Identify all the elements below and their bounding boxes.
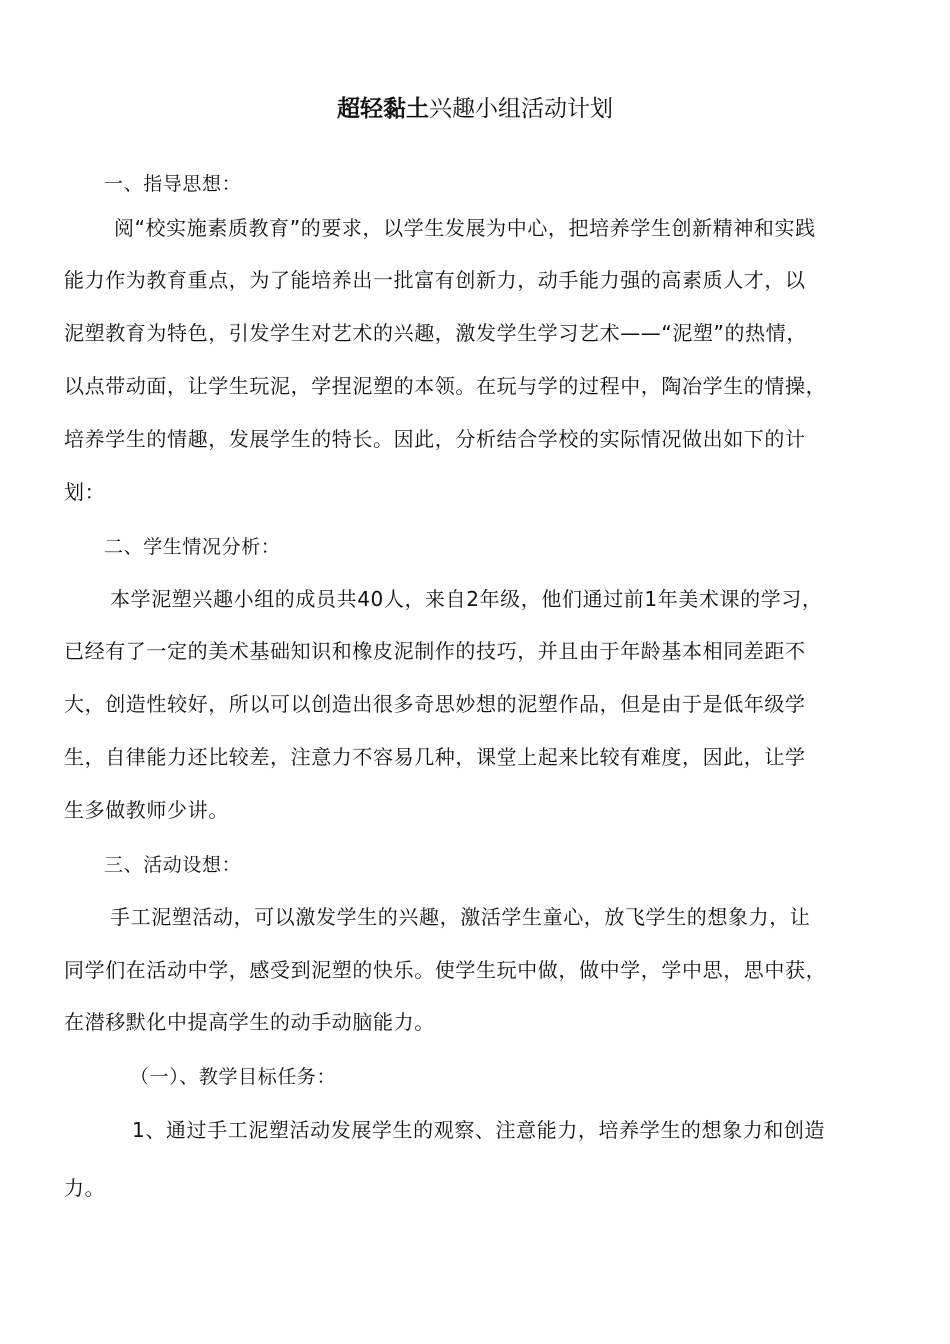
list-item-line: 1、通过手工泥塑活动发展学生的观察、注意能力，培养学生的想象力和创造 [132,1118,826,1142]
paragraph-line: 生多做教师少讲。 [64,798,229,822]
paragraph-line: 阅“校实施素质教育”的要求，以学生发展为中心，把培养学生创新精神和实践 [114,216,816,240]
list-item-line: 力。 [64,1176,106,1200]
sub-heading-teaching-goals: （一）、教学目标任务： [130,1066,337,1088]
paragraph-line: 本学泥塑兴趣小组的成员共40人，来自2年级，他们通过前1年美术课的学习， [110,587,823,611]
paragraph-line: 已经有了一定的美术基础知识和橡皮泥制作的技巧，并且由于年龄基本相同差距不 [64,639,806,663]
paragraph-line: 泥塑教育为特色，引发学生对艺术的兴趣，激发学生学习艺术——“泥塑”的热情， [64,321,807,345]
paragraph-line: 手工泥塑活动，可以激发学生的兴趣，激活学生童心，放飞学生的想象力，让 [110,905,811,929]
paragraph-line: 划： [64,480,106,504]
section-heading-student-analysis: 二、学生情况分析： [104,536,281,558]
paragraph-line: 生，自律能力还比较差，注意力不容易几种，课堂上起来比较有难度，因此，让学 [64,745,806,769]
title-bold-part: 超轻黏土 [337,96,429,122]
section-heading-guiding-thought: 一、指导思想： [104,173,242,195]
paragraph-line: 大，创造性较好，所以可以创造出很多奇思妙想的泥塑作品，但是由于是低年级学 [64,692,806,716]
paragraph-line: 同学们在活动中学，感受到泥塑的快乐。使学生玩中做，做中学，学中思，思中获， [64,958,827,982]
section-heading-activity-plan: 三、活动设想： [104,854,242,876]
paragraph-line: 在潜移默化中提高学生的动手动脑能力。 [64,1010,435,1034]
title-rest-part: 兴趣小组活动计划 [429,96,613,122]
paragraph-line: 以点带动面，让学生玩泥，学捏泥塑的本领。在玩与学的过程中，陶冶学生的情操， [64,374,827,398]
paragraph-line: 能力作为教育重点，为了能培养出一批富有创新力，动手能力强的高素质人才，以 [64,268,806,292]
paragraph-line: 培养学生的情趣，发展学生的特长。因此，分析结合学校的实际情况做出如下的计 [64,427,806,451]
document-title [0,92,950,126]
